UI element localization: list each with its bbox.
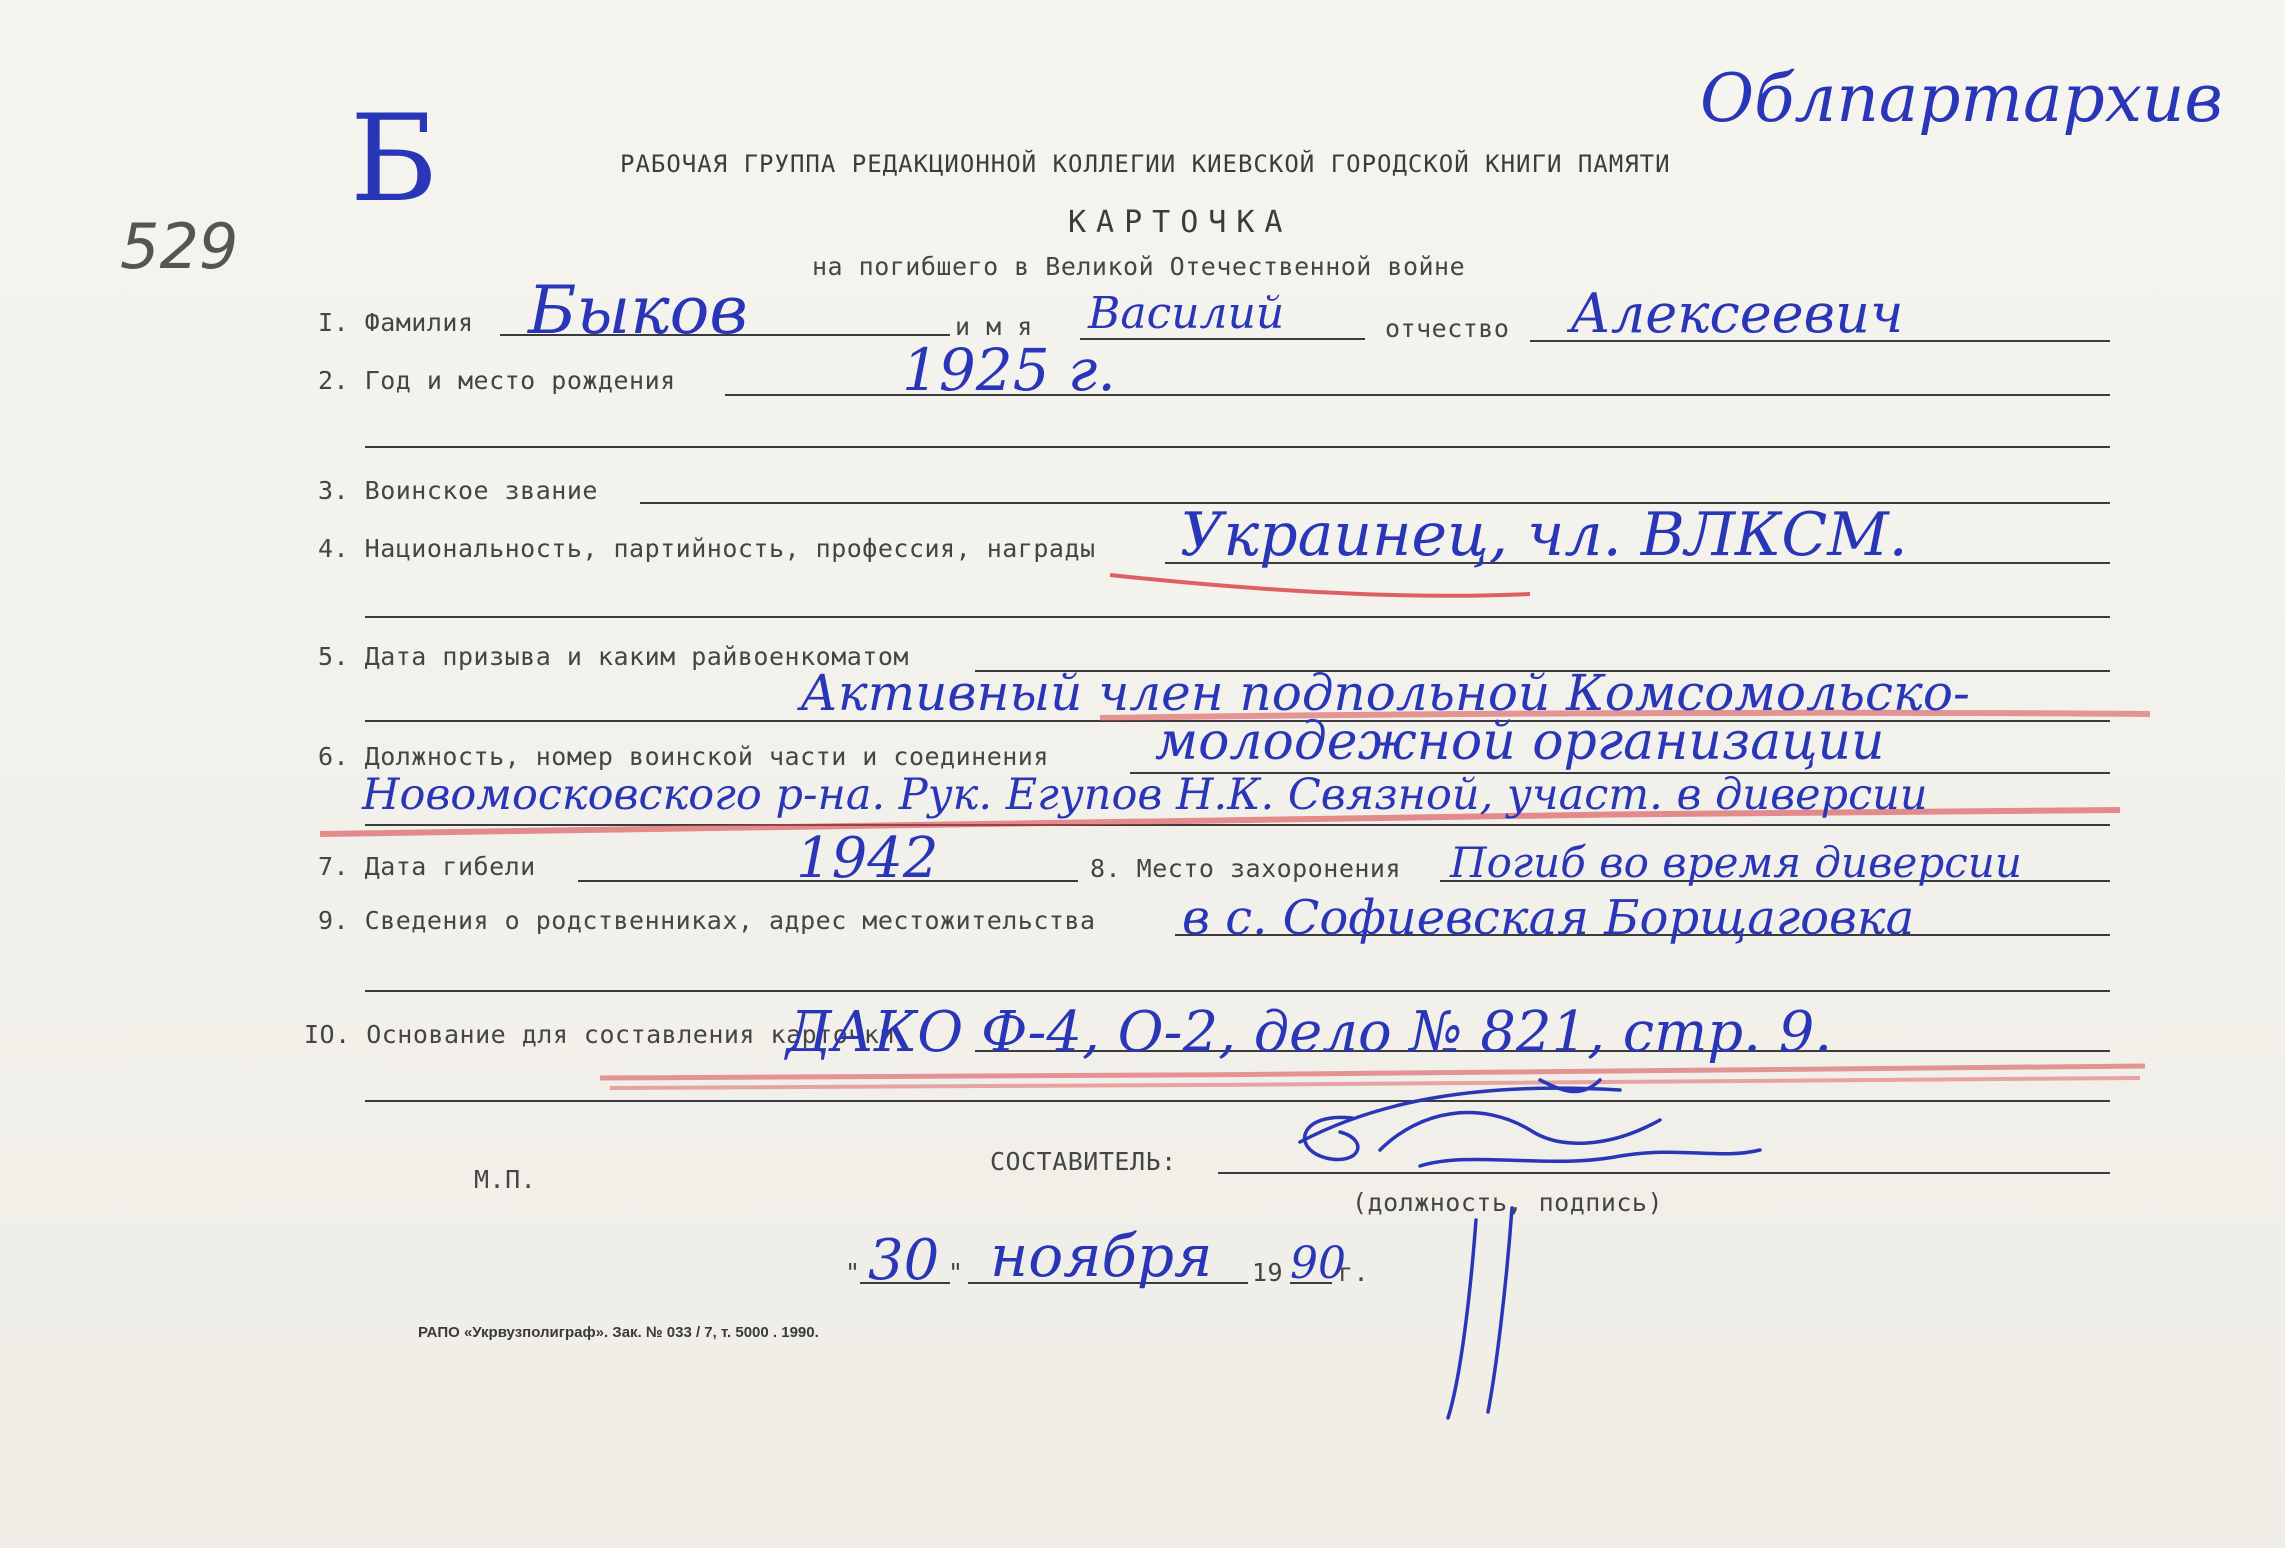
number-annotation: 529: [120, 210, 239, 283]
label-draft: 5. Дата призыва и каким райвоенкоматом: [318, 642, 909, 671]
label-surname: I. Фамилия: [318, 308, 474, 337]
value-date-day: 30: [868, 1228, 940, 1293]
value-name: Василий: [1088, 288, 1285, 339]
printer-imprint: РАПО «Укрвузполиграф». Зак. № 033 / 7, т. 5000 . 1990.: [418, 1324, 819, 1341]
label-burial: 8. Место захоронения: [1090, 854, 1402, 883]
value-patronymic: Алексеевич: [1570, 282, 1904, 345]
value-death-date: 1942: [796, 826, 939, 891]
page-subtitle: на погибшего в Великой Отечественной войне: [812, 252, 1466, 281]
label-death-date: 7. Дата гибели: [318, 852, 536, 881]
date-quote-close: ": [948, 1258, 964, 1287]
label-relatives: 9. Сведения о родственниках, адрес местожительства: [318, 906, 1096, 935]
archive-annotation: Облпартархив: [1700, 60, 2223, 137]
year-unit: г.: [1338, 1258, 1370, 1287]
stamp-label: М.П.: [474, 1165, 537, 1194]
page-title: КАРТОЧКА: [1068, 205, 1293, 240]
value-draft: Активный член подпольной Комсомольско-: [800, 664, 1970, 722]
value-burial: Погиб во время диверсии: [1450, 838, 2022, 887]
label-basis: IO. Основание для составления карточки: [304, 1020, 895, 1049]
value-surname: Быков: [528, 272, 748, 349]
label-nationality: 4. Национальность, партийность, профессия, награды: [318, 534, 1096, 563]
label-patronymic: отчество: [1385, 314, 1510, 343]
value-relatives: в с. Софиевская Борщаговка: [1182, 890, 1915, 946]
value-position: молодежной организации: [1155, 712, 1885, 772]
year-prefix: 19: [1252, 1258, 1284, 1287]
letter-annotation: Б: [350, 90, 439, 229]
compiler-label: СОСТАВИТЕЛЬ:: [990, 1147, 1177, 1176]
value-nationality: Украинец, чл. ВЛКСМ.: [1180, 500, 1908, 570]
value-date-month: ноября: [990, 1222, 1213, 1290]
label-position: 6. Должность, номер воинской части и соединения: [318, 742, 1049, 771]
date-quote-open: ": [845, 1258, 861, 1287]
header-org: РАБОЧАЯ ГРУППА РЕДАКЦИОННОЙ КОЛЛЕГИИ КИЕВСКОЙ ГОРОДСКОЙ КНИГИ ПАМЯТИ: [620, 150, 1671, 178]
value-basis: ДАКО Ф-4, О-2, дело № 821, стр. 9.: [786, 1000, 1833, 1065]
value-position-2: Новомосковского р-на. Рук. Егупов Н.К. Связной, участ. в диверсии: [362, 770, 1928, 820]
label-name: и м я: [955, 312, 1033, 341]
compiler-hint: (должность, подпись): [1352, 1188, 1664, 1217]
label-rank: 3. Воинское звание: [318, 476, 598, 505]
label-birth: 2. Год и место рождения: [318, 366, 676, 395]
value-date-year: 90: [1290, 1238, 1346, 1289]
value-birth-year: 1925 г.: [902, 336, 1116, 404]
